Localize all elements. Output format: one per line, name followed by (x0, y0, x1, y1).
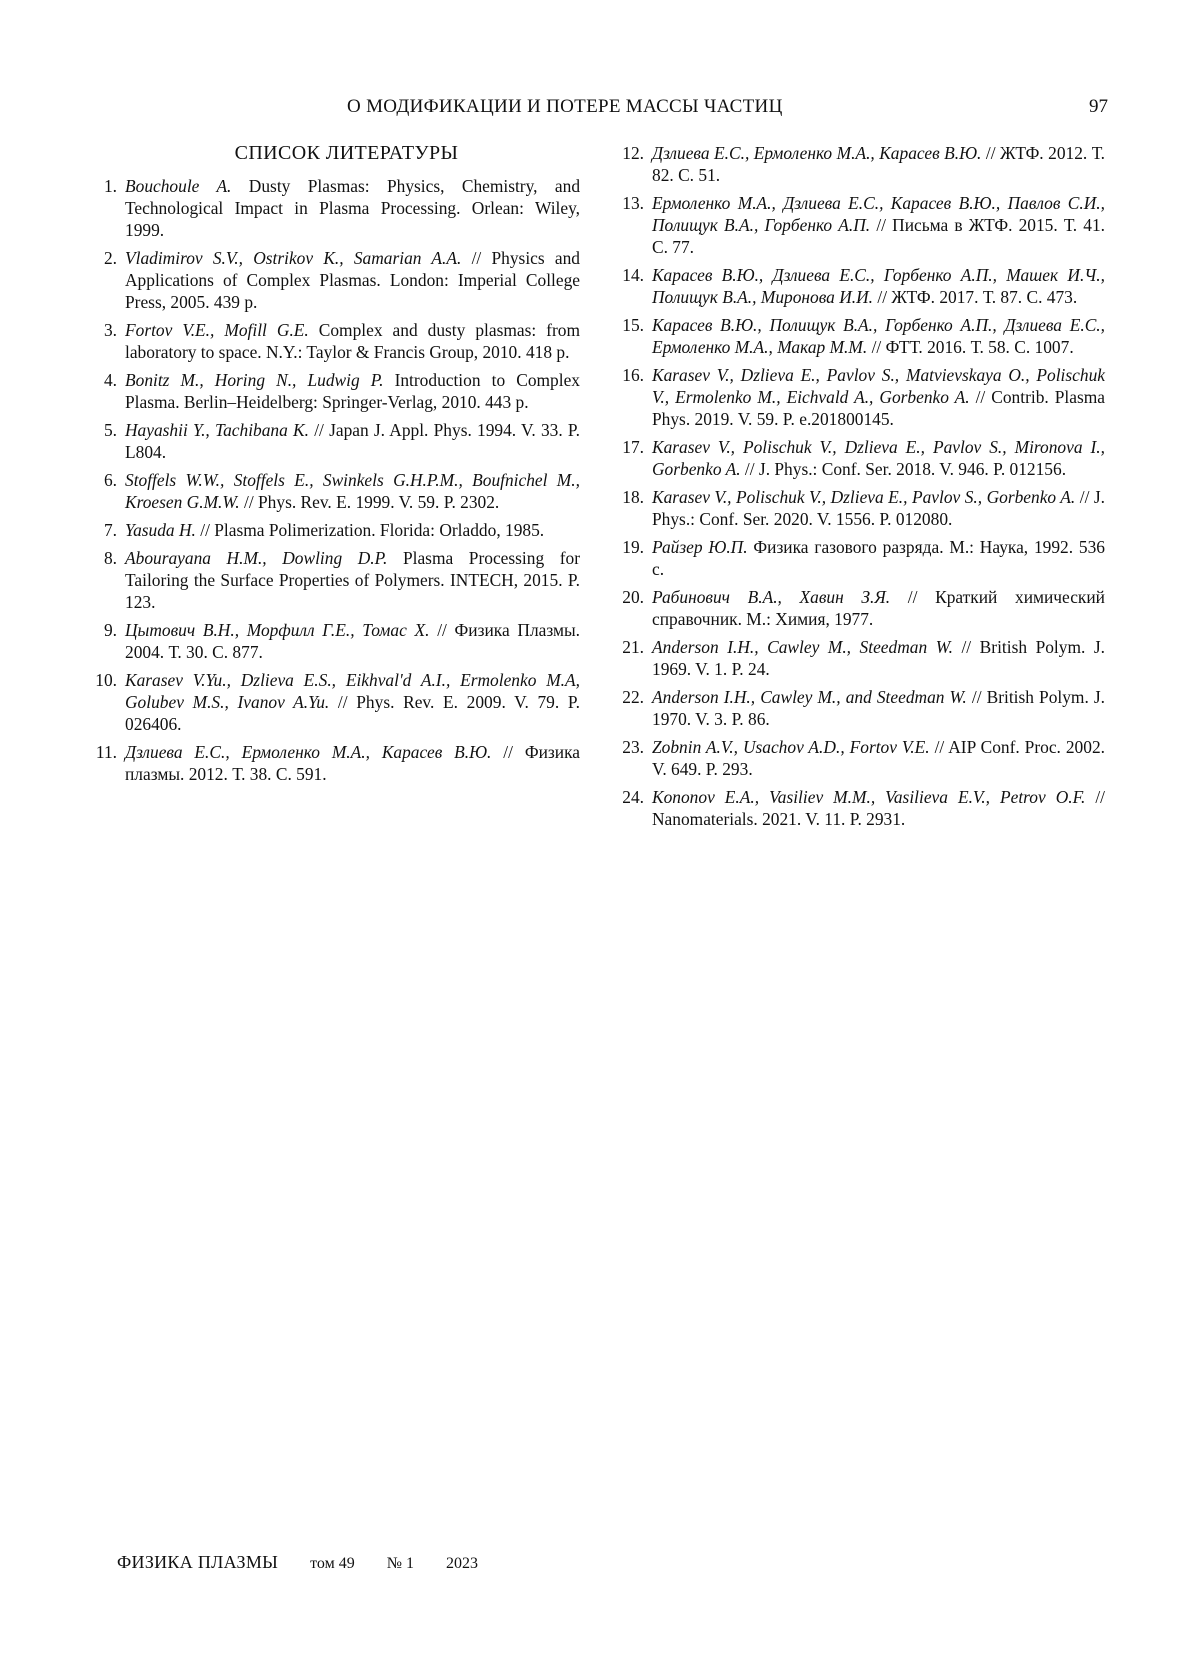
reference-number: 22. (622, 687, 644, 707)
reference-details: // Physics and Applications of Complex Plasmas. London: Imperial College Press, 2005. 439 p. (125, 248, 580, 312)
reference-number: 14. (622, 265, 644, 285)
footer-journal: ФИЗИКА ПЛАЗМЫ (117, 1552, 279, 1572)
reference-item (610, 786, 1105, 830)
reference-item (610, 536, 1105, 580)
reference-number: 24. (622, 787, 644, 807)
reference-details: // Contrib. Plasma Phys. 2019. V. 59. P. e.201800145. (652, 387, 1105, 429)
reference-number: 18. (622, 487, 644, 507)
reference-authors: Дзлиева Е.С., Ермоленко М.А., Карасев В.Ю. (652, 143, 982, 163)
reference-number: 10. (95, 670, 117, 690)
reference-details: // ЖТФ. 2017. Т. 87. С. 473. (873, 287, 1078, 307)
footer-year: 2023 (446, 1555, 478, 1572)
reference-authors: Stoffels W.W., Stoffels E., Swinkels G.H.P.M., Boufnichel M., Kroesen G.M.W. (125, 470, 580, 512)
reference-number: 17. (622, 437, 644, 457)
reference-authors: Zobnin A.V., Usachov A.D., Fortov V.E. (652, 737, 930, 757)
reference-authors: Bouchoule A. (125, 176, 232, 196)
reference-item (610, 736, 1105, 780)
reference-details: // Письма в ЖТФ. 2015. Т. 41. С. 77. (652, 215, 1106, 257)
reference-number: 4. (103, 370, 117, 390)
reference-number: 13. (622, 193, 644, 213)
reference-details: Dusty Plasmas: Physics, Chemistry, and Technological Impact in Plasma Processing. Orlean: Wiley, 1999. (125, 176, 581, 240)
references-heading: СПИСОК ЛИТЕРАТУРЫ (234, 142, 459, 164)
reference-authors: Vladimirov S.V., Ostrikov K., Samarian A.A. (125, 248, 462, 268)
reference-authors: Дзлиева Е.С., Ермоленко М.А., Карасев В.Ю. (125, 742, 492, 762)
references-column-right (610, 142, 1105, 836)
page-footer (117, 1552, 478, 1573)
reference-authors: Kononov E.A., Vasiliev M.M., Vasilieva E.V., Petrov O.F. (652, 787, 1086, 807)
reference-authors: Karasev V.Yu., Dzlieva E.S., Eikhval'd A.I., Ermolenko M.A, Golubev M.S., Ivanov A.Yu. (125, 670, 580, 712)
footer-issue: № 1 (386, 1555, 414, 1572)
reference-item (610, 364, 1105, 430)
reference-details: // British Polym. J. 1970. V. 3. P. 86. (652, 687, 1105, 729)
reference-number: 7. (103, 520, 117, 540)
reference-details: // ФТТ. 2016. Т. 58. С. 1007. (867, 337, 1074, 357)
reference-details: // British Polym. J. 1969. V. 1. P. 24. (652, 637, 1105, 679)
reference-details: // Физика Плазмы. 2004. Т. 30. С. 877. (125, 620, 580, 662)
reference-authors: Карасев В.Ю., Дзлиева Е.С., Горбенко А.П., Машек И.Ч., Полищук В.А., Миронова И.И. (652, 265, 1105, 307)
reference-authors: Karasev V., Polischuk V., Dzlieva E., Pavlov S., Gorbenko A. (652, 487, 1076, 507)
reference-item (85, 619, 580, 663)
reference-item (610, 486, 1105, 530)
reference-authors: Karasev V., Dzlieva E., Pavlov S., Matvievskaya O., Polischuk V., Ermolenko M., Eichvald A., Gorbenko A. (652, 365, 1105, 407)
reference-authors: Ермоленко М.А., Дзлиева Е.С., Карасев В.Ю., Павлов С.И., Полищук В.А., Горбенко А.П. (652, 193, 1105, 235)
reference-item (610, 192, 1105, 258)
reference-details: // Краткий химический справочник. М.: Химия, 1977. (652, 587, 1105, 629)
reference-number: 21. (622, 637, 644, 657)
reference-number: 2. (103, 248, 117, 268)
reference-number: 1. (103, 176, 117, 196)
reference-number: 8. (103, 548, 117, 568)
reference-item (85, 669, 580, 735)
reference-authors: Цытович В.Н., Морфилл Г.Е., Томас Х. (125, 620, 430, 640)
reference-item (610, 264, 1105, 308)
reference-details: // J. Phys.: Conf. Ser. 2020. V. 1556. P. 012080. (652, 487, 1105, 529)
reference-details: // Phys. Rev. E. 1999. V. 59. P. 2302. (239, 492, 500, 512)
footer-volume: том 49 (310, 1555, 355, 1572)
reference-number: 15. (622, 315, 644, 335)
reference-authors: Anderson I.H., Cawley M., and Steedman W. (652, 687, 967, 707)
reference-item (610, 314, 1105, 358)
reference-details: // ЖТФ. 2012. Т. 82. С. 51. (652, 143, 1105, 185)
reference-authors: Fortov V.E., Mofill G.E. (125, 320, 309, 340)
reference-details: // Nanomaterials. 2021. V. 11. P. 2931. (652, 787, 1105, 829)
reference-item (85, 247, 580, 313)
reference-details: // J. Phys.: Conf. Ser. 2018. V. 946. P. 012156. (740, 459, 1067, 479)
reference-item (610, 436, 1105, 480)
reference-item (85, 469, 580, 513)
reference-item (85, 519, 580, 541)
reference-item (85, 175, 580, 241)
reference-item (85, 741, 580, 785)
reference-details: Plasma Processing for Tailoring the Surface Properties of Polymers. INTECH, 2015. P. 123. (125, 548, 580, 612)
reference-number: 16. (622, 365, 644, 385)
reference-list-right (610, 142, 1105, 830)
reference-item (85, 547, 580, 613)
reference-details: // Japan J. Appl. Phys. 1994. V. 33. P. L804. (125, 420, 580, 462)
reference-details: // Plasma Polimerization. Florida: Orladdo, 1985. (195, 520, 545, 540)
reference-number: 9. (103, 620, 117, 640)
reference-number: 12. (622, 143, 644, 163)
reference-item (85, 319, 580, 363)
reference-authors: Райзер Ю.П. (652, 537, 748, 557)
reference-number: 3. (103, 320, 117, 340)
reference-item (610, 686, 1105, 730)
reference-item (85, 369, 580, 413)
reference-authors: Hayashii Y., Tachibana K. (125, 420, 309, 440)
page-number: 97 (1089, 96, 1108, 117)
reference-details: Физика газового разряда. М.: Наука, 1992. 536 с. (652, 537, 1105, 579)
reference-number: 20. (622, 587, 644, 607)
reference-item (85, 419, 580, 463)
reference-item (610, 586, 1105, 630)
reference-number: 23. (622, 737, 644, 757)
reference-authors: Рабинович В.А., Хавин З.Я. (652, 587, 891, 607)
reference-authors: Karasev V., Polischuk V., Dzlieva E., Pavlov S., Mironova I., Gorbenko A. (652, 437, 1105, 479)
reference-details: Introduction to Complex Plasma. Berlin–Heidelberg: Springer-Verlag, 2010. 443 p. (125, 370, 580, 412)
reference-details: Complex and dusty plasmas: from laboratory to space. N.Y.: Taylor & Francis Group, 2010. 418 p. (125, 320, 580, 362)
reference-authors: Yasuda H. (125, 520, 196, 540)
reference-number: 6. (103, 470, 117, 490)
reference-authors: Anderson I.H., Cawley M., Steedman W. (652, 637, 953, 657)
reference-details: // Phys. Rev. E. 2009. V. 79. P. 026406. (125, 692, 580, 734)
references-column-left (85, 142, 580, 791)
reference-item (610, 636, 1105, 680)
reference-details: // AIP Conf. Proc. 2002. V. 649. P. 293. (652, 737, 1105, 779)
reference-number: 19. (622, 537, 644, 557)
reference-authors: Карасев В.Ю., Полищук В.А., Горбенко А.П., Дзлиева Е.С., Ермоленко М.А., Макар М.М. (652, 315, 1105, 357)
running-title: О МОДИФИКАЦИИ И ПОТЕРЕ МАССЫ ЧАСТИЦ (347, 96, 783, 117)
reference-number: 5. (103, 420, 117, 440)
reference-authors: Abourayana H.M., Dowling D.P. (125, 548, 388, 568)
reference-list-left (85, 175, 580, 785)
reference-number: 11. (95, 742, 117, 762)
reference-authors: Bonitz M., Horing N., Ludwig P. (125, 370, 384, 390)
reference-details: // Физика плазмы. 2012. Т. 38. С. 591. (125, 742, 580, 784)
reference-item (610, 142, 1105, 186)
